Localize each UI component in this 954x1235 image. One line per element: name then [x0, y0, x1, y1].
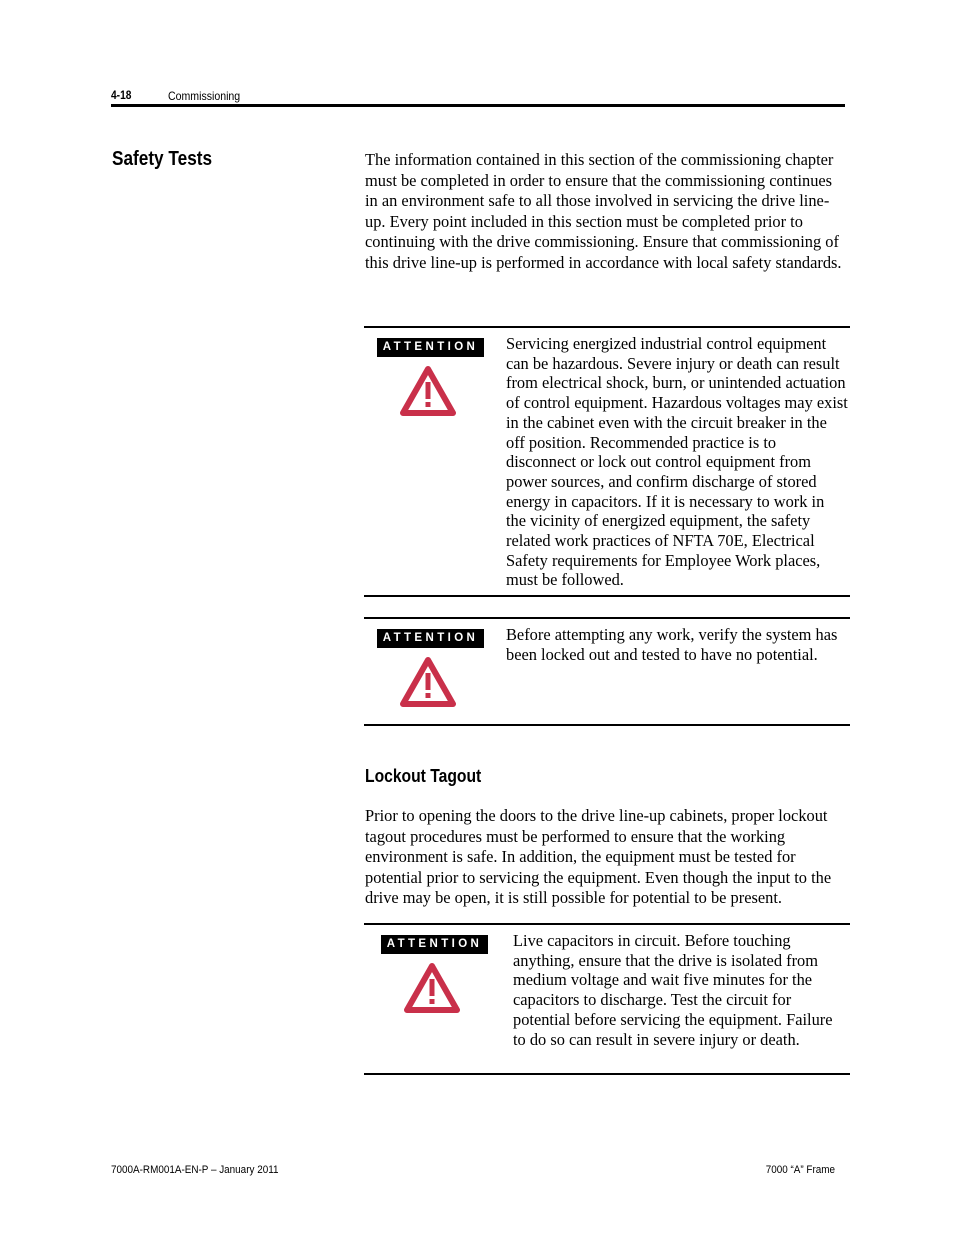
attention-text: Live capacitors in circuit. Before touching anything, ensure that the drive is isolated from medium voltage and wait five minutes for the capacitors to discharge. Test the circuit for potential before servicing the equipment. Failure to do so can result in severe injury or death.	[513, 931, 833, 1049]
lockout-paragraph: Prior to opening the doors to the drive line-up cabinets, proper lockout tagout procedures must be performed to ensure that the working environment is safe. In addition, the equipment must be tested for potential prior to servicing the equipment. Even though the input to the drive may be open, it is still possible for potential to be present.	[365, 806, 832, 907]
subsection-heading: Lockout Tagout	[365, 766, 482, 786]
attention-badge: ATTENTION	[377, 629, 484, 648]
chapter-title: Commissioning	[168, 89, 241, 103]
warning-triangle-icon	[400, 365, 456, 417]
header-rule	[111, 104, 845, 107]
attention-badge: ATTENTION	[377, 338, 484, 357]
attention-block	[364, 617, 850, 726]
warning-triangle-icon	[404, 962, 460, 1014]
attention-block	[364, 326, 850, 597]
attention-text: Before attempting any work, verify the system has been locked out and tested to have no potential.	[506, 625, 838, 664]
attention-block	[364, 923, 850, 1075]
intro-paragraph: The information contained in this section of the commissioning chapter must be completed in order to ensure that the commissioning continues in an environment safe to all those involved in servicing the drive line-up. Every point included in this section must be completed prior to continuing with the drive commissioning. Ensure that commissioning of this drive line-up is performed in accordance with local safety standards.	[365, 150, 842, 272]
attention-text: Servicing energized industrial control equipment can be hazardous. Severe injury or death can result from electrical shock, burn, or unintended actuation of control equipment. Hazardous voltages may exist in the cabinet even with the circuit breaker in the off position. Recommended practice is to disconnect or lock out control equipment from power sources, and confirm discharge of stored energy in capacitors. If it is necessary to work in the vicinity of energized equipment, the safety related work practices of NFTA 70E, Electrical Safety requirements for Employee Work places, must be followed.	[506, 334, 848, 590]
attention-badge: ATTENTION	[381, 935, 488, 954]
section-heading: Safety Tests	[112, 148, 213, 170]
footer-product: 7000 “A” Frame	[765, 1164, 835, 1176]
footer-doc-id: 7000A-RM001A-EN-P – January 2011	[111, 1164, 279, 1176]
warning-triangle-icon	[400, 656, 456, 708]
page-number: 4-18	[111, 88, 132, 102]
